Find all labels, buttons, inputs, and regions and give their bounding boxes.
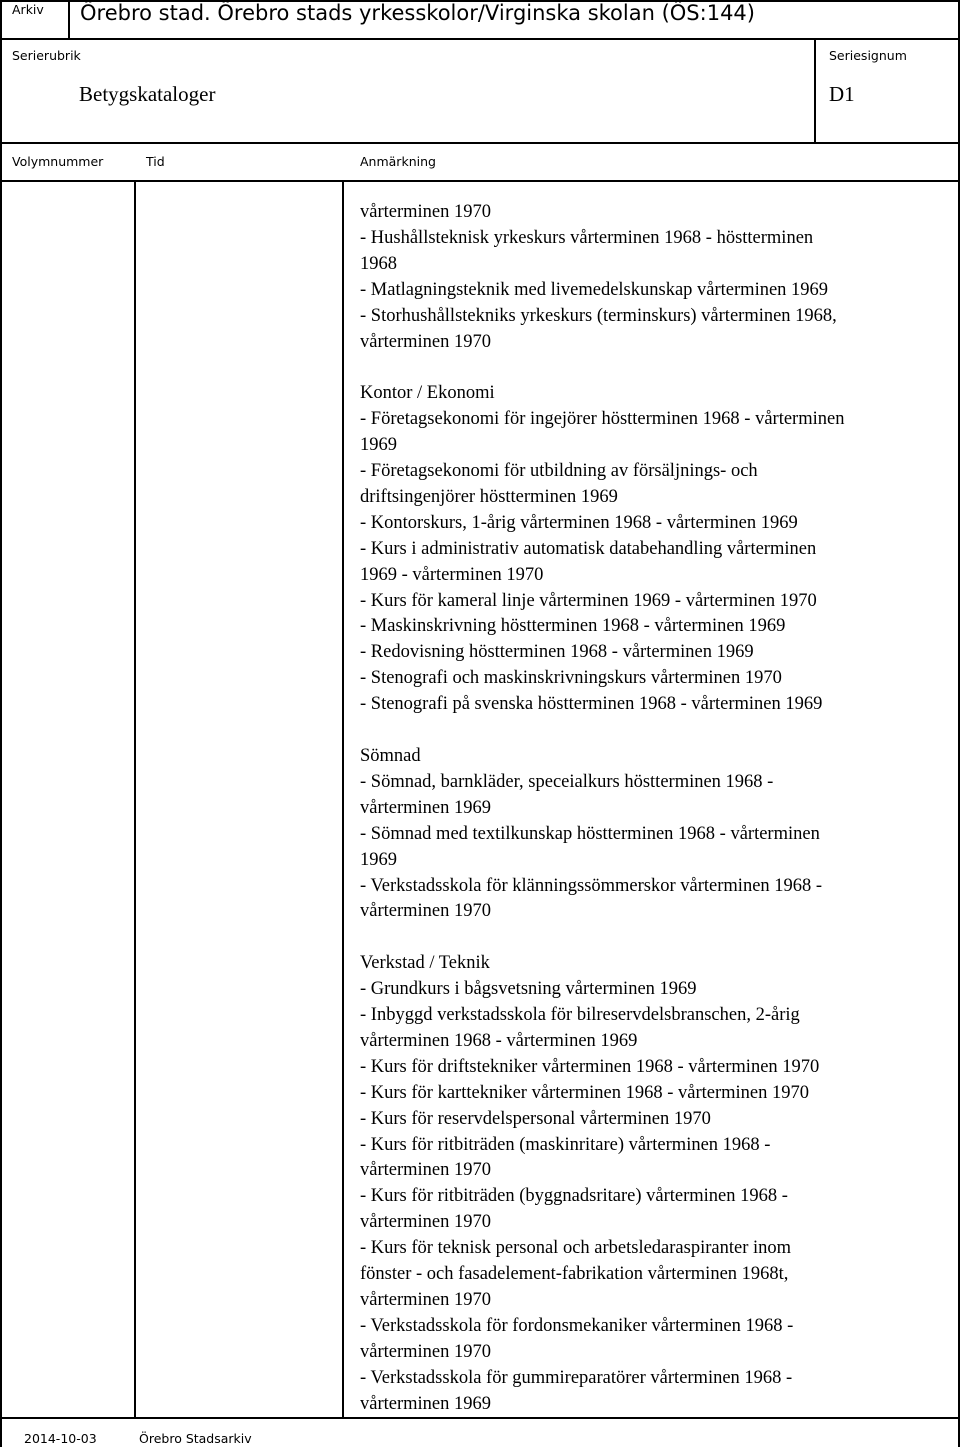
note-line: vårterminen 1970 [360, 1212, 491, 1233]
note-line: vårterminen 1970 [360, 1341, 491, 1362]
note-line: vårterminen 1968 - vårterminen 1969 [360, 1030, 638, 1051]
note-line: - Verkstadsskola för gummireparatörer vårterminen 1968 - [360, 1367, 793, 1388]
note-line: - Kurs i administrativ automatisk databehandling vårterminen [360, 538, 817, 559]
arkiv-label: Arkiv [12, 2, 44, 17]
note-line: - Hushållsteknisk yrkeskurs vårterminen 1968 - höstterminen [360, 227, 814, 248]
note-group [360, 951, 956, 1417]
note-line: - Kurs för ritbiträden (maskinritare) vårterminen 1968 - [360, 1134, 771, 1155]
note-line: 1969 - vårterminen 1970 [360, 564, 544, 585]
signum-divider [814, 38, 816, 143]
note-line: - Verkstadsskola för fordonsmekaniker vårterminen 1968 - [360, 1315, 794, 1336]
note-line: 1968 [360, 253, 397, 274]
note-line: - Maskinskrivning höstterminen 1968 - vårterminen 1969 [360, 616, 786, 637]
note-line: - Kurs för karttekniker vårterminen 1968 - vårterminen 1970 [360, 1082, 809, 1103]
note-line: - Matlagningsteknik med livemedelskunskap vårterminen 1969 [360, 279, 829, 300]
note-line: - Kurs för ritbiträden (byggnadsritare) vårterminen 1968 - [360, 1186, 788, 1207]
note-line: vårterminen 1970 [360, 331, 491, 352]
note-group [360, 200, 956, 355]
note-line: Verkstad / Teknik [360, 953, 490, 974]
volym-column-divider [134, 180, 136, 1418]
left-border [0, 0, 2, 1447]
anmarkning-text [360, 200, 956, 1418]
note-line: - Sömnad med textilkunskap höstterminen 1968 - vårterminen [360, 823, 820, 844]
note-line: Sömnad [360, 746, 421, 766]
note-line: - Kurs för teknisk personal och arbetsledaraspiranter inom [360, 1238, 792, 1259]
seriesignum-label: Seriesignum [829, 48, 907, 63]
arkiv-title: Örebro stad. Örebro stads yrkesskolor/Virginska skolan (ÖS:144) [80, 1, 755, 25]
note-line: - Kontorskurs, 1-årig vårterminen 1968 - vårterminen 1969 [360, 512, 798, 533]
note-line: 1969 [360, 435, 397, 456]
arkiv-divider [68, 0, 70, 39]
note-line: - Stenografi och maskinskrivningskurs vårterminen 1970 [360, 668, 782, 689]
footer-date: 2014-10-03 [24, 1431, 97, 1446]
serierubrik-label: Serierubrik [12, 48, 81, 63]
note-line: vårterminen 1970 [360, 1160, 491, 1181]
serierubrik-value: Betygskataloger [79, 82, 216, 106]
note-line: 1969 [360, 849, 397, 870]
note-line: - Sömnad, barnkläder, speceialkurs höstterminen 1968 - [360, 771, 774, 792]
column-head-tid: Tid [146, 154, 165, 169]
note-line: driftsingenjörer höstterminen 1969 [360, 486, 618, 507]
note-line: - Företagsekonomi för ingejörer höstterminen 1968 - vårterminen [360, 409, 845, 430]
seriesignum-value: D1 [829, 82, 855, 106]
note-line: - Grundkurs i bågsvetsning vårterminen 1969 [360, 979, 697, 1000]
note-line: - Företagsekonomi för utbildning av försäljnings- och [360, 461, 758, 482]
note-line: - Verkstadsskola för klänningssömmerskor vårterminen 1968 - [360, 875, 823, 896]
rule-below-column-heads [0, 180, 960, 182]
note-line: vårterminen 1970 [360, 202, 491, 222]
column-head-anmarkning: Anmärkning [360, 154, 436, 169]
note-group [360, 381, 956, 718]
note-line: fönster - och fasadelement-fabrikation vårterminen 1968t, [360, 1264, 789, 1285]
note-line: - Redovisning höstterminen 1968 - vårterminen 1969 [360, 642, 754, 663]
note-line: Kontor / Ekonomi [360, 383, 495, 404]
note-line: - Kurs för kameral linje vårterminen 1969 - vårterminen 1970 [360, 590, 817, 611]
footer-source: Örebro Stadsarkiv [139, 1431, 252, 1446]
note-line: vårterminen 1969 [360, 797, 491, 818]
tid-column-divider [342, 180, 344, 1418]
note-line: - Inbyggd verkstadsskola för bilreservdelsbranschen, 2-årig [360, 1005, 800, 1026]
note-line: - Stenografi på svenska höstterminen 1968 - vårterminen 1969 [360, 694, 823, 715]
note-line: vårterminen 1969 [360, 1393, 491, 1414]
rule-below-serie [0, 142, 960, 144]
note-line: - Kurs för driftstekniker vårterminen 1968 - vårterminen 1970 [360, 1056, 820, 1077]
note-line: - Storhushållstekniks yrkeskurs (terminskurs) vårterminen 1968, [360, 305, 837, 326]
note-line: - Kurs för reservdelspersonal vårterminen 1970 [360, 1108, 711, 1129]
rule-below-arkiv [0, 38, 960, 40]
note-line: vårterminen 1970 [360, 901, 491, 922]
column-head-volymnummer: Volymnummer [12, 154, 104, 169]
note-group [360, 744, 956, 925]
note-line: vårterminen 1970 [360, 1290, 491, 1311]
